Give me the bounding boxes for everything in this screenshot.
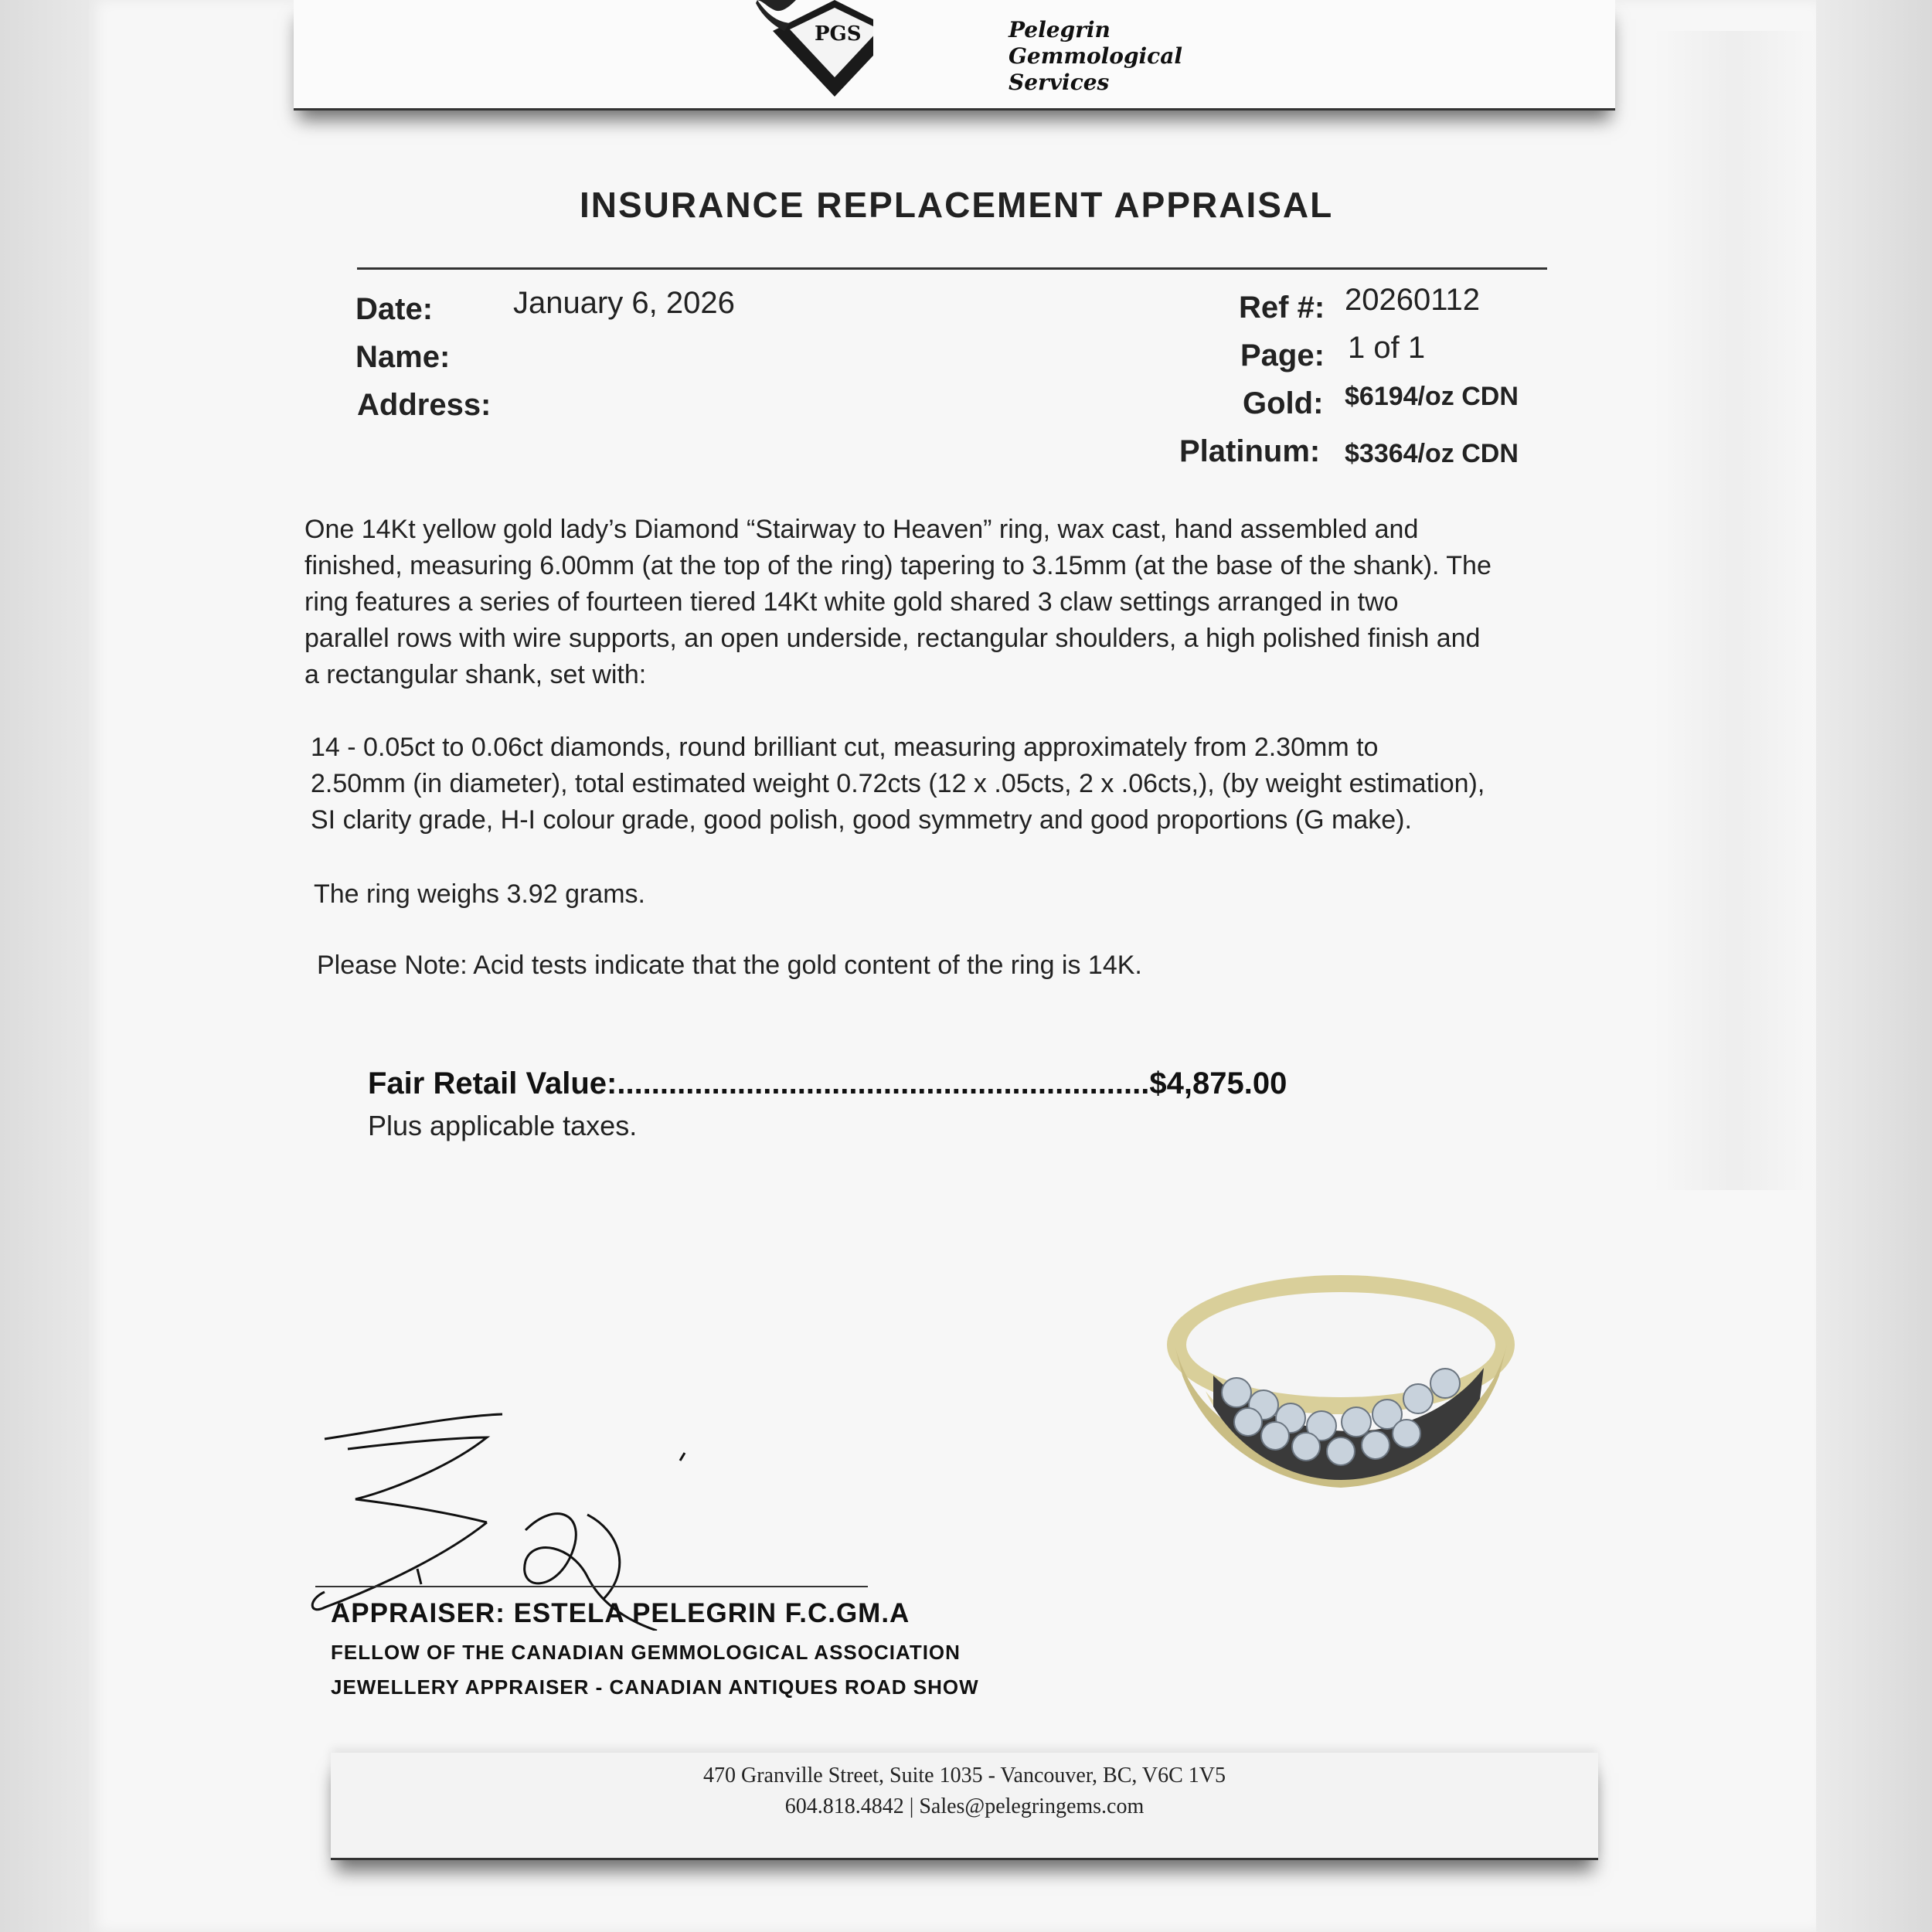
gold-value: $6194/oz CDN [1345, 382, 1519, 411]
platinum-label: Platinum: [1179, 434, 1321, 468]
ref-value: 20260112 [1345, 283, 1480, 317]
diamond-line: SI clarity grade, H-I colour grade, good polish, good symmetry and good proportions (G make). [311, 805, 1412, 835]
description-line: finished, measuring 6.00mm (at the top of the ring) tapering to 3.15mm (at the base of the shank). The [304, 551, 1492, 580]
appraiser-title-1: FELLOW OF THE CANADIAN GEMMOLOGICAL ASSOCIATION [331, 1641, 961, 1664]
letterhead-card [294, 0, 1615, 111]
brand-name-line-2: Gemmological [1009, 43, 1183, 69]
title-divider [357, 267, 1547, 270]
appraiser-name: APPRAISER: ESTELA PELEGRIN F.C.GM.A [331, 1598, 910, 1628]
document-title: INSURANCE REPLACEMENT APPRAISAL [580, 185, 1334, 225]
description-line: parallel rows with wire supports, an open underside, rectangular shoulders, a high polished finish and [304, 624, 1481, 653]
background-left [0, 0, 93, 1932]
value-label: Fair Retail Value: [368, 1066, 617, 1100]
value-amount: $4,875.00 [1149, 1066, 1287, 1100]
footer-address: 470 Granville Street, Suite 1035 - Vancouver, BC, V6C 1V5 [703, 1764, 1226, 1787]
brand-name-line-3: Services [1009, 70, 1110, 95]
diamond-line: 14 - 0.05ct to 0.06ct diamonds, round brilliant cut, measuring approximately from 2.30mm to [311, 733, 1379, 762]
background-right [1808, 0, 1932, 1932]
date-label: Date: [355, 292, 434, 326]
logo-letter-p: PGS [815, 22, 862, 46]
footer-card [331, 1753, 1598, 1860]
ring-description [304, 512, 1603, 693]
page-label: Page: [1240, 338, 1325, 372]
ring-photo [1159, 1260, 1522, 1507]
platinum-value: $3364/oz CDN [1345, 439, 1519, 468]
appraiser-title-2: JEWELLERY APPRAISER - CANADIAN ANTIQUES ROAD SHOW [331, 1675, 979, 1699]
address-label: Address: [357, 388, 492, 422]
weight-text: The ring weighs 3.92 grams. [314, 879, 645, 909]
value-dots: .............................................................. [617, 1066, 1150, 1100]
appraiser-signature [294, 1399, 726, 1631]
name-label: Name: [355, 340, 451, 374]
weight-line [314, 876, 1612, 913]
fair-retail-value [368, 1066, 1287, 1101]
description-line: One 14Kt yellow gold lady’s Diamond “Stairway to Heaven” ring, wax cast, hand assembled and [304, 515, 1419, 544]
brand-name [1009, 17, 1182, 96]
note-line [317, 947, 1615, 984]
diamond-line: 2.50mm (in diameter), total estimated weight 0.72cts (12 x .05cts, 2 x .06cts,), (by weight estimation), [311, 769, 1485, 798]
note-text: Please Note: Acid tests indicate that the gold content of the ring is 14K. [317, 951, 1142, 980]
ref-label: Ref #: [1239, 291, 1325, 325]
signature-line [315, 1586, 868, 1587]
description-line: ring features a series of fourteen tiered 14Kt white gold shared 3 claw settings arranged in two [304, 587, 1399, 617]
page-value: 1 of 1 [1348, 331, 1426, 365]
diamond-description [311, 730, 1609, 838]
taxes-note: Plus applicable taxes. [368, 1110, 638, 1141]
date-value: January 6, 2026 [513, 286, 735, 320]
brand-name-line-1: Pelegrin [1009, 17, 1111, 43]
description-line: a rectangular shank, set with: [304, 660, 647, 689]
plastic-sleeve-glare [1654, 31, 1816, 1190]
footer-contact: 604.818.4842 | Sales@pelegringems.com [784, 1794, 1145, 1818]
gold-label: Gold: [1243, 386, 1324, 420]
pgs-logo-icon [564, 0, 873, 100]
